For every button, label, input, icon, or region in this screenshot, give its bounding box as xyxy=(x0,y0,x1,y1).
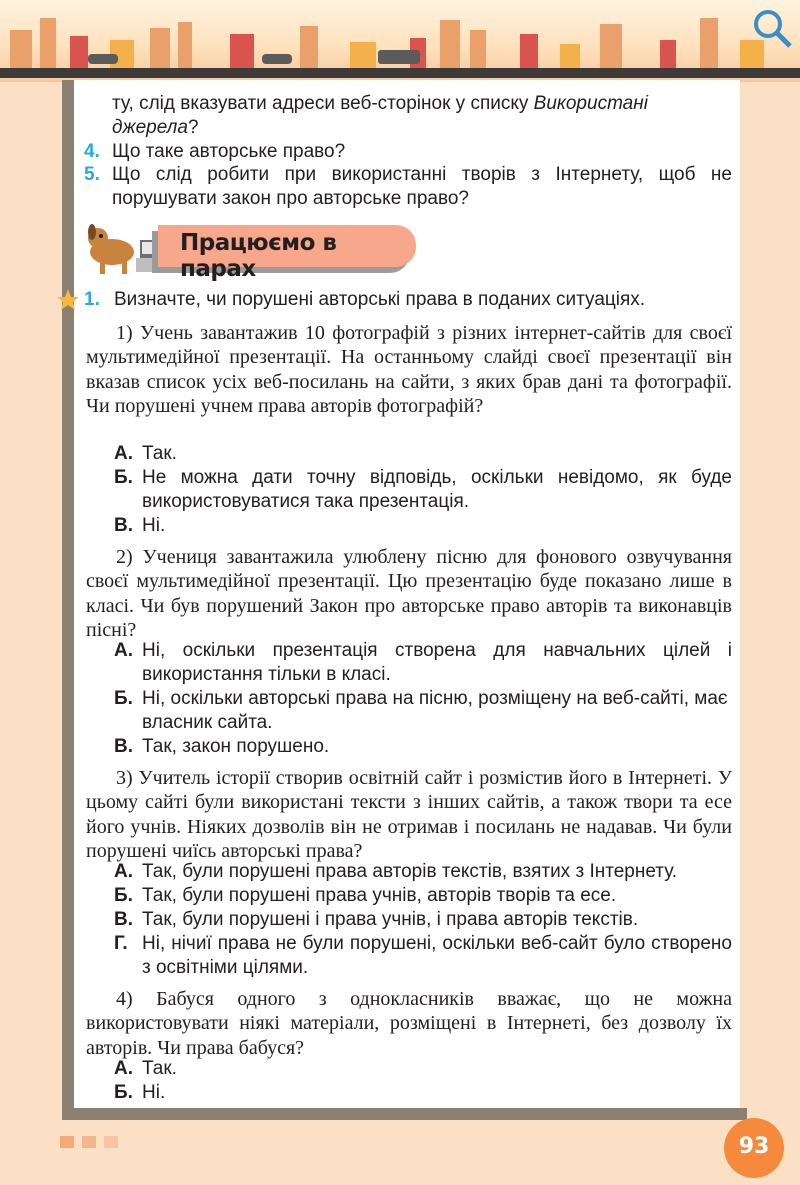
situation-1-option-v: Ні. xyxy=(142,515,166,536)
situation-3-option-g: Ні, нічиї права не були порушені, оскільки веб-сайт було створено з освітніми цілями. xyxy=(142,933,732,978)
situation-3-option-b: Так, були порушені права учнів, авторів творів та есе. xyxy=(142,885,617,906)
situation-1-option-letter: В. xyxy=(114,515,133,536)
card-shadow xyxy=(62,80,74,1120)
intro-line-2: джерела? xyxy=(112,117,199,138)
question-4-number: 4. xyxy=(84,141,100,162)
question-5-number: 5. xyxy=(84,164,100,185)
situation-2-option-letter: А. xyxy=(114,640,133,661)
situation-3-option-v: Так, були порушені і права учнів, і права авторів текстів. xyxy=(142,909,639,930)
footer-squares-decoration xyxy=(60,1134,140,1150)
situation-1-option-a: Так. xyxy=(142,443,177,464)
situation-4-option-b: Ні. xyxy=(142,1082,166,1103)
situation-1-option-letter: Б. xyxy=(114,467,133,488)
situation-1-option-b: Не можна дати точну відповідь, оскільки невідомо, як буде використовуватися така презентація. xyxy=(142,467,732,512)
task-1-text: Визначте, чи порушені авторські права в поданих ситуаціях. xyxy=(114,289,646,310)
situation-2-text: 2) Учениця завантажила улюблену пісню для фонового озвучування своєї мультимедійної презентації. Цю презентацію буде показано лише в класі. Чи був порушений Закон про авторське право авторів та виконавців пісні? xyxy=(86,546,732,641)
situation-4-option-letter: А. xyxy=(114,1058,133,1079)
situation-2-option-letter: В. xyxy=(114,736,133,757)
situation-1-option-letter: А. xyxy=(114,443,133,464)
situation-2-option-a: Ні, оскільки презентація створена для навчальних цілей і використання тільки в класі. xyxy=(142,640,732,685)
section-title-banner xyxy=(158,225,416,282)
dog-mascot-icon xyxy=(82,210,164,276)
page-number: 93 xyxy=(738,1134,770,1159)
question-5-text: Що слід робити при використанні творів з Інтернету, щоб не порушувати закон про авторське право? xyxy=(112,164,732,209)
situation-2-option-v: Так, закон порушено. xyxy=(142,736,330,757)
situation-1-text: 1) Учень завантажив 10 фотографій з різних інтернет-сайтів для своєї мультимедійної презентації. На останньому слайді своєї презентації він вказав список усіх веб-посилань на сайти, з яких брав дані та фотографії. Чи порушені учнем права авторів фотографій? xyxy=(86,322,732,417)
intro-line-1: ту, слід вказувати адреси веб-сторінок у списку Використані xyxy=(112,93,648,114)
situation-4-option-a: Так. xyxy=(142,1058,177,1079)
star-icon xyxy=(56,288,80,312)
page-number-badge xyxy=(724,1118,784,1178)
task-1-number: 1. xyxy=(84,289,100,310)
situation-3-option-a: Так, були порушені права авторів текстів, взятих з Інтернету. xyxy=(142,861,678,882)
situation-3-text: 3) Учитель історії створив освітній сайт і розмістив його в Інтернеті. У цьому сайті були використані тексти з інших сайтів, а також твори та есе його учнів. Ніяких дозволів він не отримав і посилань не надавав. Чи були порушені чиїсь авторські права? xyxy=(86,767,732,862)
situation-3-option-letter: В. xyxy=(114,909,133,930)
situation-3-option-letter: Г. xyxy=(114,933,128,954)
situation-2-option-letter: Б. xyxy=(114,688,133,709)
situation-4-option-letter: Б. xyxy=(114,1082,133,1103)
situation-4-text: 4) Бабуся одного з однокласників вважає, що не можна використовувати ніякі матеріали, розміщені в Інтернеті, без дозволу їх авторів. Чи права бабуся? xyxy=(86,988,732,1059)
card-shadow-bottom xyxy=(62,1108,747,1120)
situation-2-option-b: Ні, оскільки авторські права на пісню, розміщену на веб-сайті, має власник сайта. xyxy=(142,688,728,733)
question-4-text: Що таке авторське право? xyxy=(112,141,346,162)
section-title: Працюємо в парах xyxy=(180,230,337,282)
situation-3-option-letter: А. xyxy=(114,861,133,882)
situation-3-option-letter: Б. xyxy=(114,885,133,906)
city-banner xyxy=(0,0,800,82)
banner-road xyxy=(0,68,800,78)
